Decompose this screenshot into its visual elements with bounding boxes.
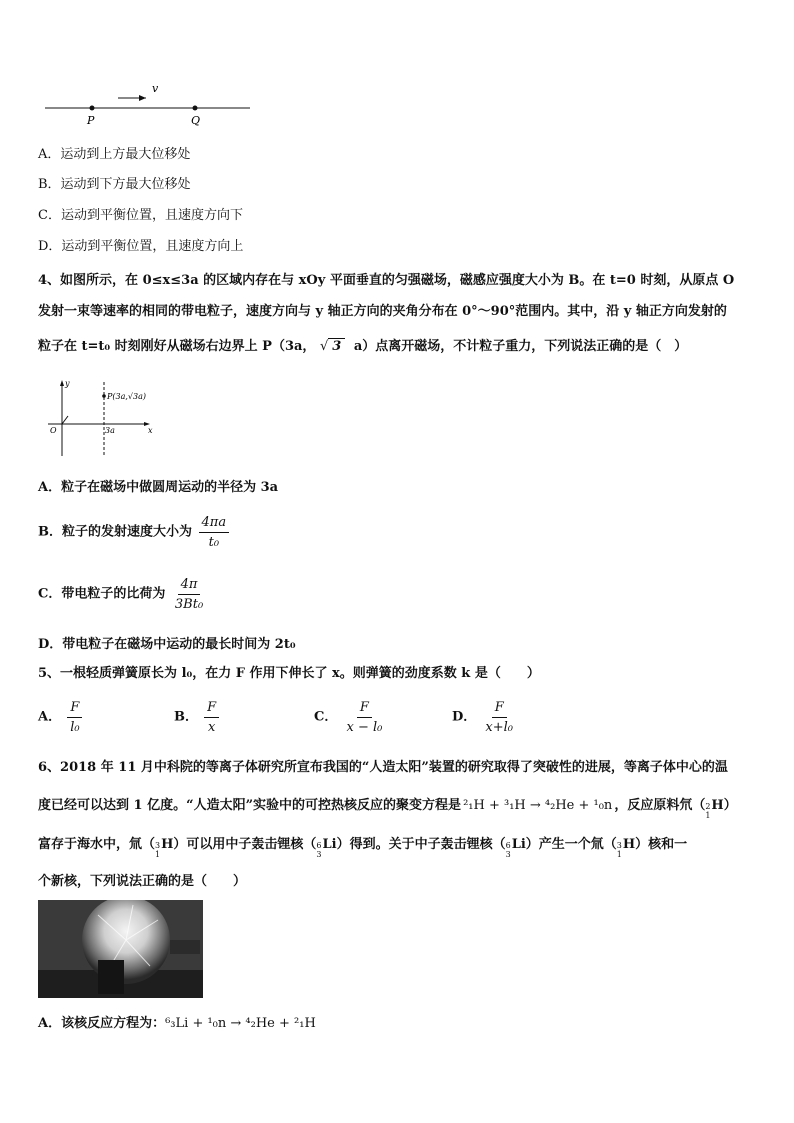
q5-option-d-fraction (482, 700, 516, 735)
fraction-numerator: 4π (178, 577, 201, 595)
q5-option-d (452, 700, 516, 735)
fraction-denominator: x − l₀ (346, 720, 383, 735)
q6-stem-line2 (38, 797, 737, 820)
q4-option-b (38, 515, 229, 550)
q6-stem-line3-b: H）可以用中子轰击锂核（ (161, 837, 317, 852)
y-axis-label: y (65, 379, 70, 388)
q6-option-a-equation: ⁶₃Li + ¹₀n → ⁴₂He + ²₁H (165, 1016, 316, 1031)
tritium-symbol-prefix: 3 1 (616, 841, 622, 859)
launch-direction (62, 416, 68, 424)
q6-stem-line4: 个新核，下列说法正确的是（ ） (38, 874, 247, 889)
q3-option-c: C．运动到平衡位置，且速度方向下 (38, 208, 243, 223)
q6-stem-line3 (38, 836, 687, 859)
point-p (90, 106, 95, 111)
origin-label: O (50, 426, 57, 435)
q4-stem-line2: 发射一束等速率的相同的带电粒子，速度方向与 y 轴正方向的夹角分布在 0°～90°范围内。其中，沿 y 轴正方向发射的 (38, 304, 727, 319)
velocity-label: v (152, 82, 159, 95)
q3-option-d: D．运动到平衡位置，且速度方向上 (38, 239, 244, 254)
fraction-denominator: 3Bt₀ (174, 597, 204, 612)
q4-option-c-text: C．带电粒子的比荷为 (38, 586, 166, 602)
support-stand (98, 960, 124, 994)
q4-stem-line3-a: 粒子在 t=t₀ 时刻刚好从磁场右边界上 P（3a， (38, 339, 316, 354)
q5-option-a-fraction (67, 700, 82, 735)
fraction-denominator: l₀ (70, 720, 80, 735)
fraction-numerator: 4πa (199, 515, 230, 533)
q6-stem-line2-a: 度已经可以达到 1 亿度。“人造太阳”实验中的可控热核反应的聚变方程是 (38, 798, 462, 813)
fraction-numerator: F (357, 700, 372, 718)
point-q-label: Q (191, 114, 201, 127)
q3-option-a: A．运动到上方最大位移处 (38, 147, 191, 162)
velocity-arrowhead (139, 95, 146, 101)
option-label: D． (452, 709, 477, 725)
q4-option-b-fraction (199, 515, 230, 550)
q4-option-a: A．粒子在磁场中做圆周运动的半径为 3a (38, 480, 279, 495)
q4-option-c (38, 577, 206, 612)
fraction-numerator: F (67, 700, 82, 718)
tritium-symbol-prefix: 3 1 (155, 841, 161, 859)
q6-stem-line1: 6、2018 年 11 月中科院的等离子体研究所宣布我国的“人造太阳”装置的研究取得了突破性的进展，等离子体中心的温 (38, 760, 728, 775)
fraction-denominator: x+l₀ (485, 720, 514, 735)
q6-stem-line3-d: Li）产生一个氚（ (511, 837, 617, 852)
q4-stem-line1: 4、如图所示，在 0≤x≤3a 的区域内存在与 xOy 平面垂直的匀强磁场，磁感应强度大小为 B。在 t=0 时刻，从原点 O (38, 273, 735, 288)
sqrt-symbol: √ (319, 339, 329, 354)
q5-option-b (174, 700, 219, 735)
q4-option-b-text: B．粒子的发射速度大小为 (38, 524, 192, 540)
q6-option-a (38, 1015, 316, 1033)
q5-option-c-fraction (344, 700, 386, 735)
q4-stem-line3 (38, 338, 687, 356)
fraction-numerator: F (204, 700, 219, 718)
fraction-denominator: t₀ (208, 535, 220, 550)
boundary-label: 3a (105, 426, 115, 435)
fusion-equation: ²₁H + ³₁H → ⁴₂He + ¹₀n (463, 798, 613, 813)
sqrt-radicand: 3 (328, 338, 345, 354)
q4-stem-line3-b: a）点离开磁场，不计粒子重力，下列说法正确的是（ ） (353, 339, 688, 354)
fraction-numerator: F (492, 700, 507, 718)
q6-option-a-text: A．该核反应方程为： (38, 1016, 166, 1031)
point-q (193, 106, 198, 111)
point-p-label: P(3a,√3a) (107, 392, 146, 401)
q4-option-c-fraction (172, 577, 206, 612)
option-label: A． (38, 709, 62, 725)
q5-option-c (314, 700, 385, 735)
plasma-photo (38, 900, 203, 998)
q5-option-a (38, 700, 83, 735)
magnetic-field-figure (44, 376, 164, 458)
wave-line-figure (40, 80, 260, 130)
point-p-marker (102, 394, 106, 398)
q6-stem-line3-a: 富存于海水中，氚（ (38, 837, 156, 852)
lithium-symbol-prefix: 6 3 (505, 841, 511, 859)
x-axis-label: x (148, 426, 153, 435)
y-axis-arrowhead (60, 380, 64, 386)
q6-stem-line3-e: H）核和一 (622, 837, 688, 852)
q6-stem-line3-c: Li）得到。关于中子轰击锂核（ (322, 837, 506, 852)
q6-stem-line2-b: ，反应原料氘（ (614, 798, 706, 813)
q6-stem-line2-c: H） (711, 798, 737, 813)
equipment-right (170, 940, 200, 954)
plasma-globe (82, 900, 170, 984)
q5-stem: 5、一根轻质弹簧原长为 l₀，在力 F 作用下伸长了 x。则弹簧的劲度系数 k 是（ ） (38, 666, 540, 681)
q5-option-b-fraction (204, 700, 219, 735)
option-label: C． (314, 709, 338, 725)
fraction-denominator: x (207, 720, 216, 735)
point-p-label: P (87, 114, 95, 127)
q3-option-b: B．运动到下方最大位移处 (38, 177, 191, 192)
option-label: B． (174, 709, 198, 725)
lithium-symbol-prefix: 6 3 (316, 841, 322, 859)
q4-option-d: D．带电粒子在磁场中运动的最长时间为 2t₀ (38, 637, 296, 652)
deuterium-symbol-prefix: 2 1 (705, 802, 711, 820)
